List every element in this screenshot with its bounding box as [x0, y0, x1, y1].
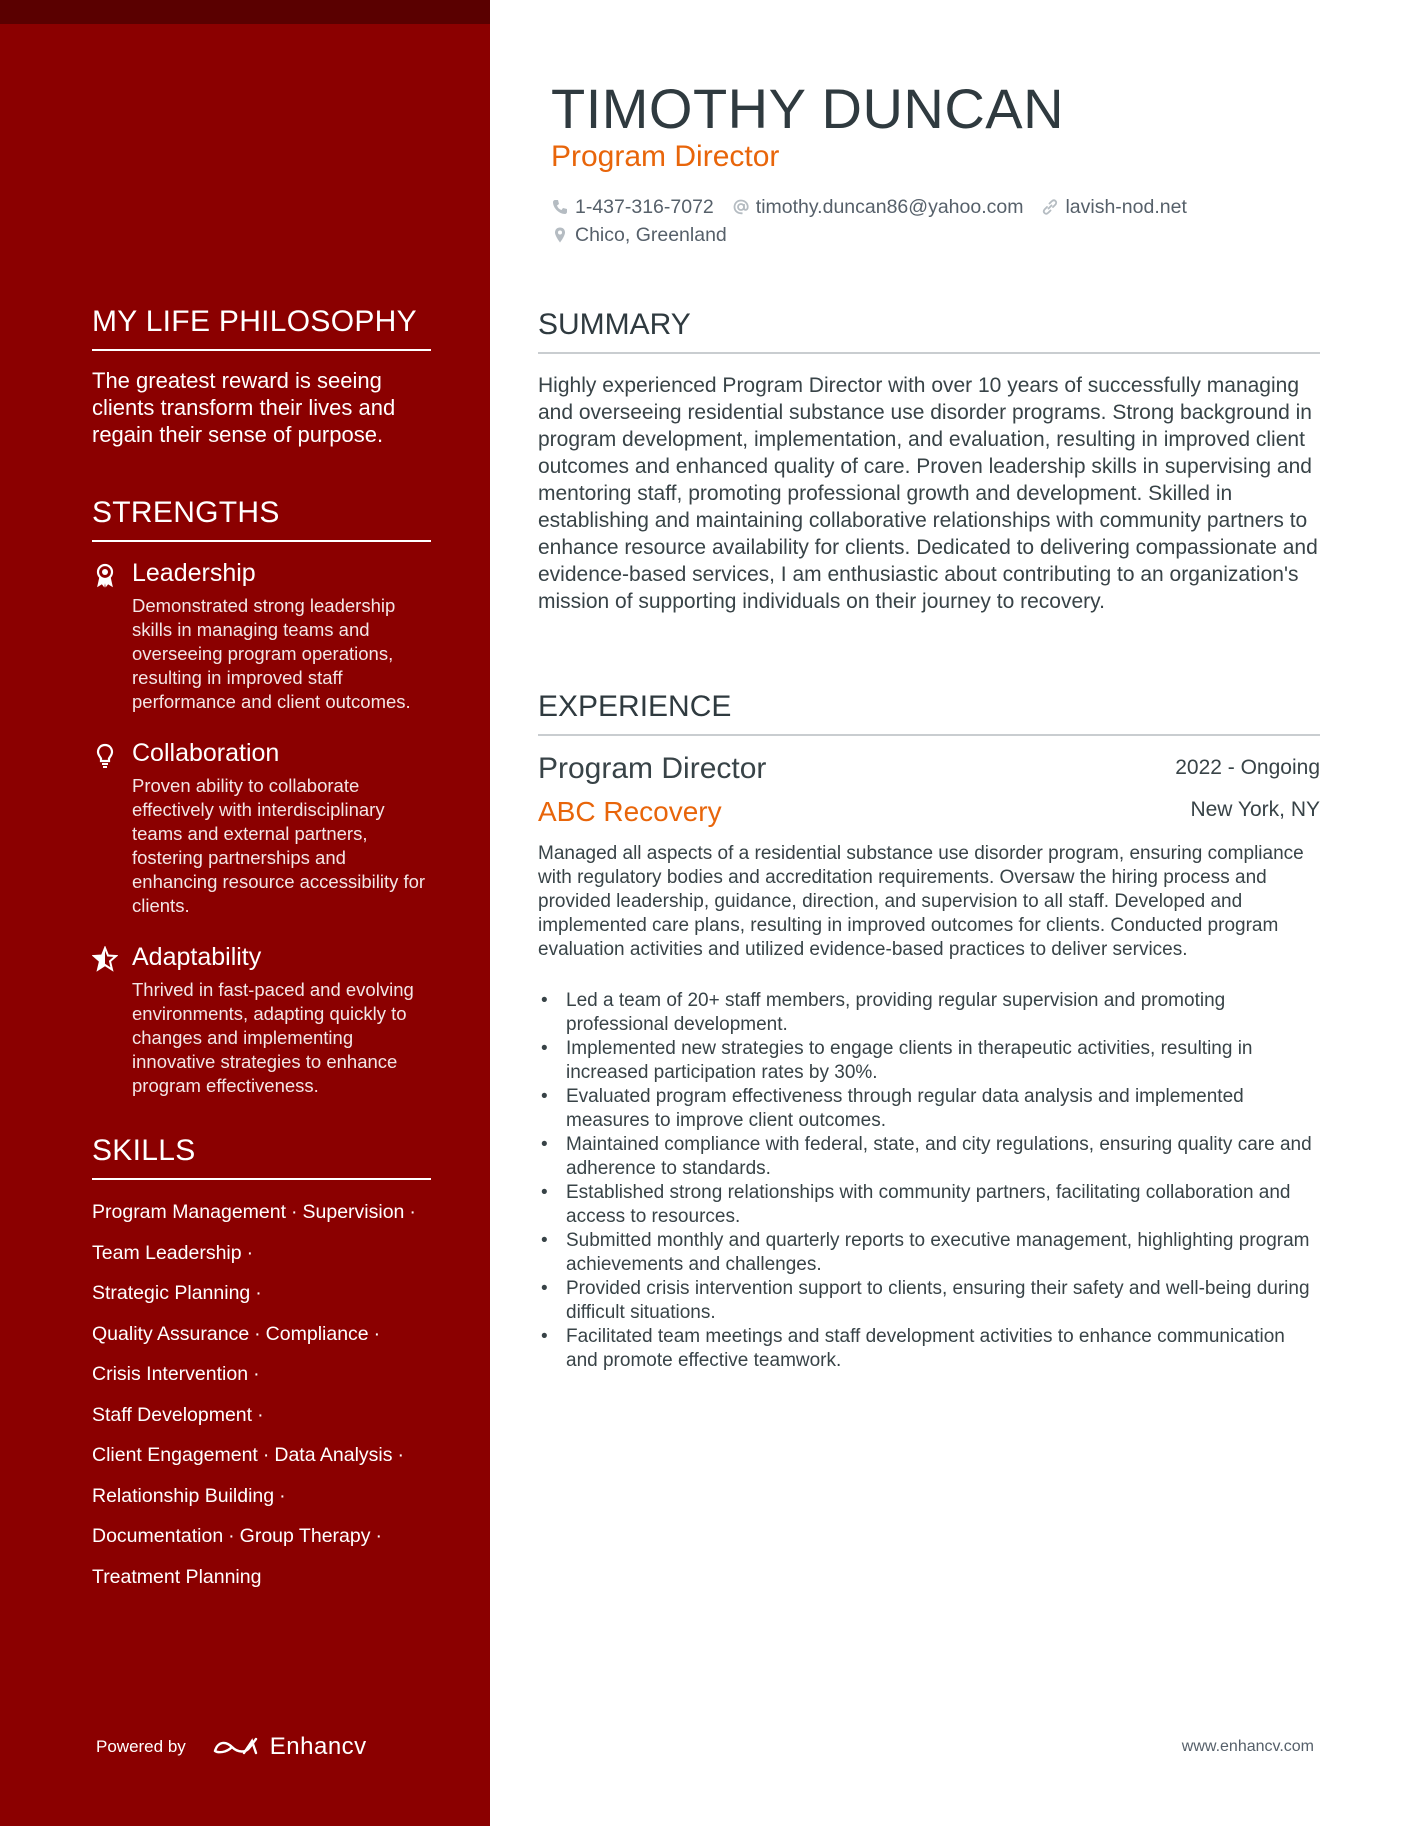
experience-heading: EXPERIENCE: [538, 690, 1320, 736]
job-dates: 2022 - Ongoing: [1175, 756, 1320, 779]
strength-item: [92, 738, 431, 918]
skill-item: Client Engagement: [92, 1444, 258, 1466]
powered-by: [96, 1733, 367, 1761]
skill-row: [92, 1314, 431, 1355]
strength-title: Leadership: [132, 559, 256, 587]
philosophy-heading: MY LIFE PHILOSOPHY: [92, 305, 431, 351]
strength-title: Collaboration: [132, 739, 280, 767]
skill-row: [92, 1273, 431, 1314]
job-bullet: • Implemented new strategies to engage clients in therapeutic activities, resulting in increased participation rates by 30%.: [538, 1037, 1320, 1085]
location-text: Chico, Greenland: [575, 223, 727, 246]
location-pin-icon: [551, 226, 569, 244]
skill-separator: ·: [279, 1484, 286, 1507]
skill-row: [92, 1395, 431, 1436]
strength-description: Proven ability to collaborate effectively with interdisciplinary teams and external partners, fostering partnerships and enhancing resource accessibility for clients.: [132, 775, 426, 916]
skill-row: [92, 1233, 431, 1274]
strength-description: Thrived in fast-paced and evolving environments, adapting quickly to changes and implementing innovative strategies to enhance program effectiveness.: [132, 979, 414, 1096]
job-bullet: • Evaluated program effectiveness through regular data analysis and implemented measures to improve client outcomes.: [538, 1085, 1320, 1133]
contact-email: [732, 196, 1024, 219]
skill-item: Quality Assurance: [92, 1322, 250, 1345]
contact-phone: [551, 196, 714, 219]
strengths-heading: STRENGTHS: [92, 496, 431, 542]
skill-separator: ·: [246, 1241, 254, 1264]
contact-info: [551, 193, 1311, 249]
skill-separator: ·: [397, 1444, 405, 1466]
lightbulb-icon: [92, 742, 118, 768]
strength-item: [92, 942, 431, 1098]
enhancv-logo-icon: [212, 1733, 260, 1761]
website-text: lavish-nod.net: [1065, 195, 1187, 218]
skills-list: [92, 1192, 431, 1597]
skills-heading: SKILLS: [92, 1134, 431, 1180]
summary-text: Highly experienced Program Director with over 10 years of successfully managing and overseeing residential substance use disorder programs. Strong background in program development, implementation, and evaluation, resulting in improved client outcomes and enhanced quality of care. Proven leadership skills in supervising and mentoring staff, promoting professional growth and development. Skilled in establishing and maintaining collaborative relationships with community partners to enhance resource availability for clients. Dedicated to delivering compassionate and evidence-based services, I am enthusiastic about contributing to an organization's mission of supporting individuals on their journey to recovery.: [538, 374, 1318, 613]
skill-item: Relationship Building: [92, 1484, 275, 1507]
job-title: Program Director: [538, 752, 767, 785]
job-company: ABC Recovery: [538, 796, 722, 827]
skill-item: Team Leadership: [92, 1241, 242, 1264]
job-description: Managed all aspects of a residential substance use disorder program, ensuring compliance with regulatory bodies and accreditation requirements. Oversaw the hiring process and provided leadership, guidance, direction, and supervision to all staff. Developed and implemented care plans, resulting in improved outcomes for clients. Conducted program evaluation activities and utilized evidence-based practices to deliver services.: [538, 843, 1304, 960]
strengths-section: [92, 496, 431, 1098]
powered-by-label: Powered by: [96, 1737, 186, 1756]
skill-item: Program Management: [92, 1201, 287, 1223]
skill-item: Staff Development: [92, 1403, 253, 1426]
skill-row: [92, 1476, 431, 1517]
skill-separator: ·: [409, 1201, 416, 1223]
brand-name: Enhancv: [269, 1733, 367, 1760]
footer-website[interactable]: www.enhancv.com: [1181, 1738, 1314, 1755]
skill-separator: ·: [257, 1403, 264, 1426]
sidebar: [0, 0, 490, 1826]
summary-heading: SUMMARY: [538, 308, 1320, 354]
candidate-name: TIMOTHY DUNCAN: [551, 77, 1065, 140]
strength-description: Demonstrated strong leadership skills in managing teams and overseeing program operations, resulting in improved staff performance and client outcomes.: [132, 595, 411, 712]
phone-text: 1-437-316-7072: [575, 195, 714, 218]
skill-row: [92, 1192, 431, 1233]
link-icon: [1041, 198, 1059, 216]
job-bullet: • Provided crisis intervention support to clients, ensuring their safety and well-being during difficult situations.: [538, 1277, 1320, 1325]
strength-item: [92, 558, 431, 714]
job-bullet: • Facilitated team meetings and staff development activities to enhance communication and promote effective teamwork.: [538, 1325, 1320, 1373]
job-bullet: • Established strong relationships with community partners, facilitating collaboration and access to resources.: [538, 1181, 1320, 1229]
strength-title: Adaptability: [132, 943, 262, 971]
job-bullet: • Led a team of 20+ staff members, providing regular supervision and promoting professional development.: [538, 989, 1320, 1037]
skill-separator: ·: [262, 1444, 270, 1466]
contact-location: [551, 224, 727, 247]
contact-website: [1041, 196, 1186, 219]
philosophy-text: The greatest reward is seeing clients transform their lives and regain their sense of purpose.: [92, 368, 396, 447]
skill-item: Strategic Planning: [92, 1282, 251, 1304]
skill-item: Data Analysis: [274, 1444, 393, 1466]
skill-separator: ·: [255, 1282, 262, 1304]
skill-row: [92, 1435, 431, 1476]
skill-item: Compliance: [265, 1322, 369, 1345]
candidate-role: Program Director: [551, 140, 780, 173]
skill-separator: ·: [254, 1322, 261, 1345]
email-text: timothy.duncan86@yahoo.com: [755, 195, 1024, 218]
skill-row: [92, 1557, 431, 1598]
job-bullets: [538, 989, 1320, 1373]
skill-item: Supervision: [302, 1201, 405, 1223]
skill-item: Documentation: [92, 1525, 224, 1547]
skill-separator: ·: [291, 1201, 298, 1223]
skill-separator: ·: [375, 1525, 382, 1547]
sidebar-top-bar: [0, 0, 490, 24]
award-icon: [92, 562, 118, 588]
job-bullet: • Submitted monthly and quarterly reports to executive management, highlighting program achievements and challenges.: [538, 1229, 1320, 1277]
skill-row: [92, 1516, 431, 1557]
skill-item: Treatment Planning: [92, 1565, 262, 1588]
sidebar-content: [92, 305, 431, 1597]
skill-item: Crisis Intervention: [92, 1363, 249, 1385]
at-icon: [732, 198, 750, 216]
skill-item: Group Therapy: [239, 1525, 371, 1547]
skill-separator: ·: [253, 1363, 260, 1385]
skill-row: [92, 1354, 431, 1395]
job-location: New York, NY: [1190, 798, 1320, 821]
skill-separator: ·: [228, 1525, 235, 1547]
skill-separator: ·: [373, 1322, 381, 1345]
phone-icon: [551, 198, 569, 216]
job-bullet: • Maintained compliance with federal, state, and city regulations, ensuring quality care and adherence to standards.: [538, 1133, 1320, 1181]
star-icon: [92, 946, 118, 972]
